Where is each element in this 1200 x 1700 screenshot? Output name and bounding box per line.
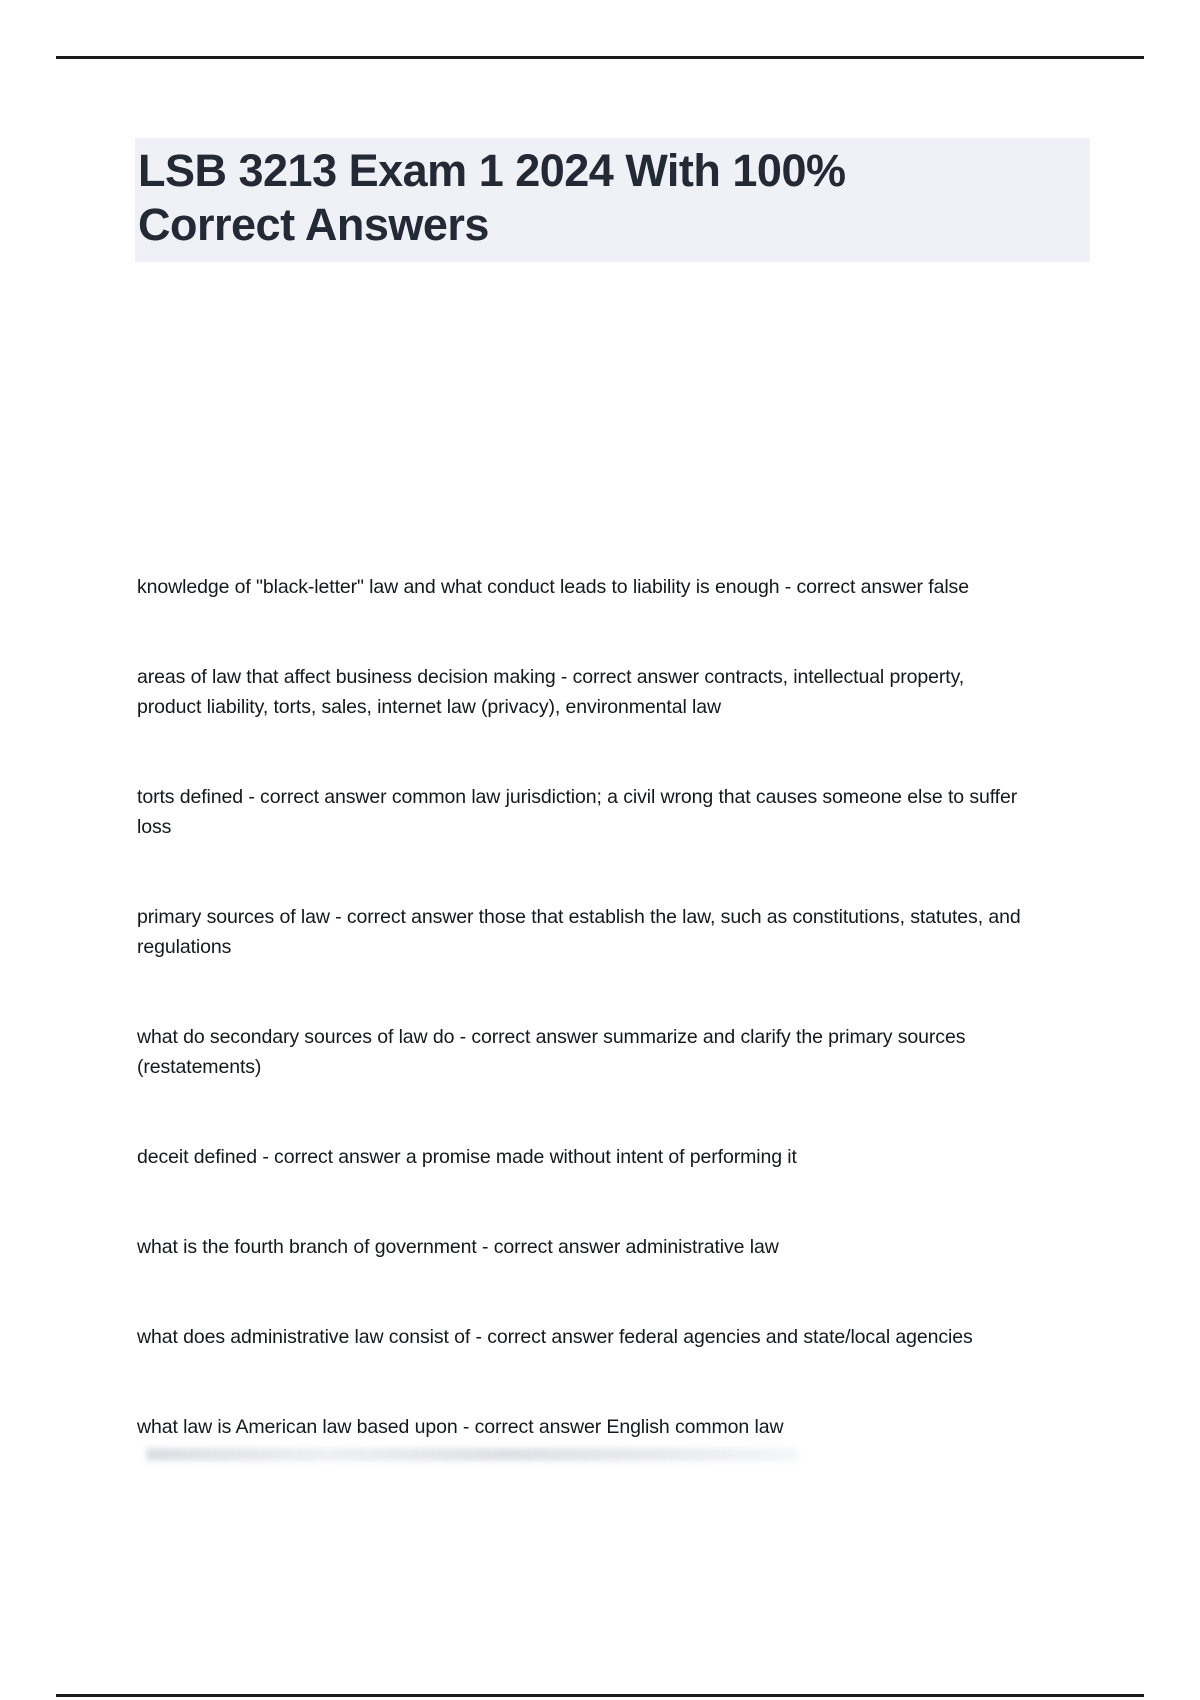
page-title (135, 138, 1090, 262)
flashcard-text: what do secondary sources of law do - correct answer summarize and clarify the primary sources (137, 1026, 966, 1048)
flashcard-text: what law is American law based upon - correct answer English common law (137, 1416, 784, 1438)
flashcard-text: torts defined - correct answer common law jurisdiction; a civil wrong that causes someone else to suffer (137, 786, 1018, 808)
flashcard-text: knowledge of "black-letter" law and what conduct leads to liability is enough - correct answer false (137, 576, 969, 598)
flashcard-item (137, 1322, 1077, 1352)
page-title-line-1: LSB 3213 Exam 1 2024 With 100% (138, 145, 846, 196)
flashcard-item (137, 782, 1077, 842)
flashcard-text: what is the fourth branch of government - correct answer administrative law (137, 1236, 779, 1258)
faded-text-artifact (146, 1448, 798, 1461)
top-divider-rule (56, 56, 1144, 59)
flashcard-item (137, 1142, 1077, 1172)
flashcard-item (137, 662, 1077, 722)
flashcard-item (137, 902, 1077, 962)
flashcard-text: product liability, torts, sales, internet law (privacy), environmental law (137, 696, 721, 718)
flashcard-text: primary sources of law - correct answer those that establish the law, such as constitutions, statutes, and (137, 906, 1021, 928)
flashcard-text: areas of law that affect business decision making - correct answer contracts, intellectual property, (137, 666, 965, 688)
bottom-divider-rule (56, 1694, 1144, 1697)
flashcard-text: regulations (137, 936, 232, 958)
flashcard-text: (restatements) (137, 1056, 262, 1078)
flashcard-item (137, 1022, 1077, 1082)
flashcard-item (137, 1412, 1077, 1442)
flashcard-text: loss (137, 816, 172, 838)
page-title-line-2: Correct Answers (138, 199, 489, 250)
flashcard-item (137, 572, 1077, 602)
flashcard-item (137, 1232, 1077, 1262)
flashcard-text: deceit defined - correct answer a promise made without intent of performing it (137, 1146, 797, 1168)
flashcard-list (137, 572, 1077, 1502)
flashcard-text: what does administrative law consist of - correct answer federal agencies and state/local agencies (137, 1326, 973, 1348)
